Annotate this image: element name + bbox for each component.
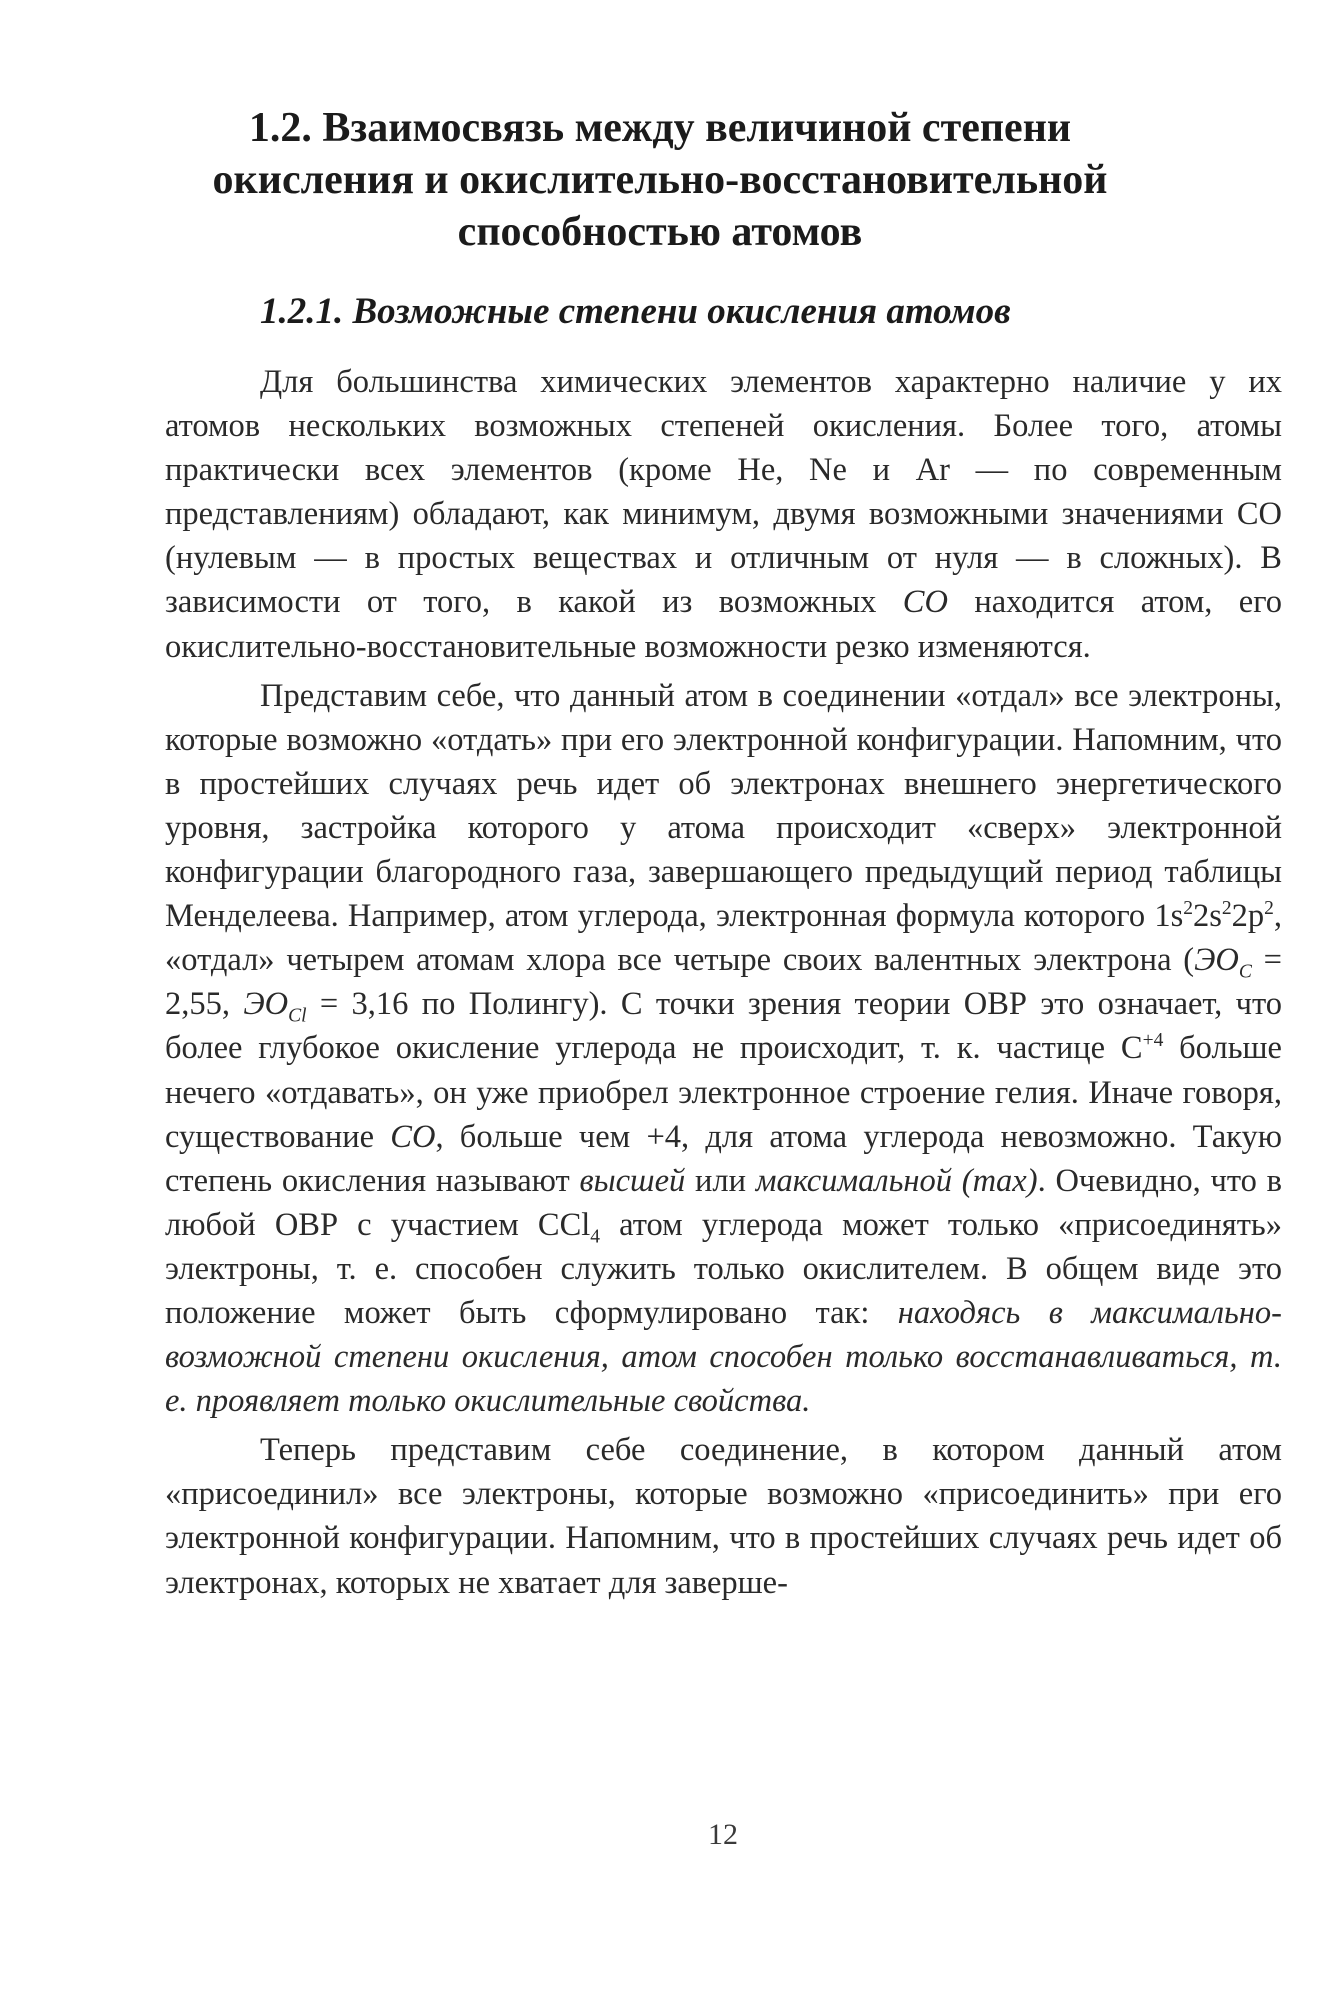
formula-2s: 2s	[1192, 898, 1222, 935]
term-maximum: максимальной (max)	[755, 1162, 1038, 1199]
paragraph-1-co-term: СО	[902, 584, 948, 621]
paragraph-3-text: Теперь представим себе соединение, в котором данный атом «присоединил» все электроны, которые возможно «присоединить» при его электронной конфигурации. Напомним, что в простейших случаях речь идет об электронах, которых не хватает для заверше-	[165, 1432, 1282, 1601]
electron-formula	[1154, 898, 1274, 934]
formula-2p: 2p	[1231, 898, 1265, 935]
eo-chlorine-value: = 3,16 по Полингу). С точки зрения теории ОВР это означает, что более глубокое окисление углерода не происходит, т. к. частице C	[165, 986, 1283, 1067]
eo-carbon-symbol: ЭО	[1194, 942, 1239, 979]
section-title-line-1: 1.2. Взаимосвязь между величиной степени	[248, 105, 1072, 151]
formula-2p-exponent: 2	[1264, 898, 1274, 920]
paragraph-2-co-term: СО	[390, 1118, 436, 1155]
formula-1s-exponent: 2	[1183, 898, 1193, 920]
eo-carbon-value: = 2,55,	[165, 942, 1282, 1023]
section-title-line-3: способностью атомов	[457, 209, 863, 255]
paragraph-2	[165, 674, 1282, 1424]
subsection-title: 1.2.1. Возможные степени окисления атомов	[260, 291, 1011, 332]
paragraph-1-text-a: Для большинства химических элементов характерно наличие у их атомов нескольких возможных степеней окисления. Более того, атомы практически всех элементов (кроме He, Ne и Ar — по современным представлениям) обладают, как минимум, двумя возможными значениями СО (нулевым — в простых веществах и отличным от нуля — в сложных). В зависимости от того, в какой из возможных	[165, 364, 1282, 621]
term-highest: высшей	[579, 1162, 686, 1199]
paragraph-2-text-7: атом углерода может только «присоединять» электроны, т. е. способен служить только окислителем. В общем виде это положение может быть сформулировано так:	[165, 1206, 1282, 1331]
carbon-charge: +4	[1142, 1030, 1164, 1052]
eo-carbon-subscript: C	[1238, 961, 1252, 983]
eo-chlorine-subscript: Cl	[288, 1005, 307, 1027]
paragraph-2-text-1: Представим себе, что данный атом в соединении «отдал» все электроны, которые возможно «отдать» при его электронной конфигурации. Напомним, что в простейших случаях речь идет об электронах внешнего энергетического уровня, застройка которого у атома происходит «сверх» электронной конфигурации благородного газа, завершающего предыдущий период таблицы Менделеева. Например, атом углерода, электронная формула которого	[165, 677, 1282, 935]
section-title	[160, 102, 1160, 258]
paragraph-1-text-b: находится атом, его окислительно-восстановительные возможности резко изменяются.	[165, 584, 1282, 665]
paragraph-3	[165, 1428, 1282, 1604]
section-title-line-2: окисления и окислительно-восстановительной	[212, 157, 1108, 203]
paragraph-2-text-2: , «отдал» четырем атомам хлора все четыре своих валентных электрона (	[165, 898, 1282, 979]
ccl4-subscript: 4	[590, 1226, 601, 1248]
paragraph-2-text-6: . Очевидно, что в любой ОВР с участием CCl	[165, 1162, 1282, 1243]
formula-2s-exponent: 2	[1221, 898, 1232, 920]
eo-chlorine-symbol: ЭО	[243, 986, 289, 1023]
paragraph-2-text-3: больше нечего «отдавать», он уже приобрел электронное строение гелия. Иначе говоря, существование	[165, 1030, 1282, 1155]
paragraph-1	[165, 360, 1282, 669]
formula-1s: 1s	[1154, 898, 1184, 935]
oxidation-rule: находясь в максимально-возможной степени окисления, атом способен только восстанавливаться, т. е. проявляет только окислительные свойства.	[165, 1294, 1282, 1420]
page-number: 12	[708, 1818, 738, 1851]
body-text	[165, 360, 1282, 1605]
paragraph-2-text-4: , больше чем +4, для атома углерода невозможно. Такую степень окисления называют	[165, 1118, 1282, 1199]
paragraph-2-text-5: или	[685, 1162, 756, 1199]
